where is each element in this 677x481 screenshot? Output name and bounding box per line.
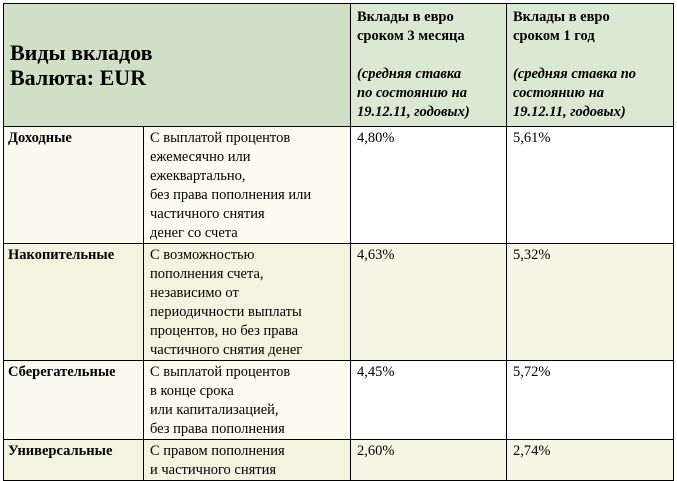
desc-line: независимо от	[150, 285, 239, 301]
table-row	[4, 127, 674, 244]
desc-line: или капитализацией,	[150, 402, 279, 418]
note-line: по состоянию на	[357, 85, 467, 101]
desc-line: денег со счета	[150, 225, 238, 241]
table-title-cell	[4, 4, 351, 127]
desc-line: С выплатой процентов	[150, 130, 291, 146]
note-line: 19.12.11, годовых)	[513, 104, 626, 120]
row-description	[144, 244, 351, 361]
row-description	[144, 361, 351, 440]
row-description	[144, 127, 351, 244]
desc-line: периодичности выплаты	[150, 304, 302, 320]
table-row	[4, 440, 674, 481]
deposits-table	[3, 3, 674, 481]
desc-line: С выплатой процентов	[150, 364, 291, 380]
note-line: 19.12.11, годовых)	[357, 104, 470, 120]
row-name: Накопительные	[4, 244, 144, 361]
rate-1y: 5,61%	[507, 127, 674, 244]
desc-line: без права пополнения	[150, 421, 285, 437]
rate-3m: 4,63%	[351, 244, 507, 361]
desc-line: ежемесячно или	[150, 149, 251, 165]
header-row	[4, 4, 674, 127]
rate-1y: 5,72%	[507, 361, 674, 440]
rate-3m: 4,80%	[351, 127, 507, 244]
column-header-3m	[351, 4, 507, 127]
desc-line: частичного снятия	[150, 206, 265, 222]
desc-line: и частичного снятия	[150, 462, 277, 478]
currency-label: Валюта: EUR	[10, 65, 147, 90]
row-name: Сберегательные	[4, 361, 144, 440]
note-line: (средняя ставка по	[513, 66, 637, 82]
rate-1y: 2,74%	[507, 440, 674, 481]
rate-3m: 4,45%	[351, 361, 507, 440]
table-title: Виды вкладов	[10, 40, 153, 65]
desc-line: ежеквартально,	[150, 168, 246, 184]
row-description	[144, 440, 351, 481]
column-header-text: Вклады в евро	[513, 9, 610, 25]
column-header-text: Вклады в евро	[357, 9, 454, 25]
column-header-note	[357, 65, 503, 122]
table-row	[4, 361, 674, 440]
row-name: Доходные	[4, 127, 144, 244]
column-header-note	[513, 65, 670, 122]
rate-3m: 2,60%	[351, 440, 507, 481]
column-header-text: сроком 1 год	[513, 28, 595, 44]
desc-line: С возможностью	[150, 247, 255, 263]
note-line: (средняя ставка	[357, 66, 462, 82]
column-header-text: сроком 3 месяца	[357, 28, 465, 44]
row-name: Универсальные	[4, 440, 144, 481]
table-row	[4, 244, 674, 361]
desc-line: С правом пополнения	[150, 443, 285, 459]
column-header-1y	[507, 4, 674, 127]
desc-line: пополнения счета,	[150, 266, 264, 282]
note-line: состоянию на	[513, 85, 605, 101]
desc-line: без права пополнения или	[150, 187, 312, 203]
desc-line: в конце срока	[150, 383, 234, 399]
desc-line: частичного снятия денег	[150, 342, 303, 358]
desc-line: процентов, но без права	[150, 323, 299, 339]
rate-1y: 5,32%	[507, 244, 674, 361]
